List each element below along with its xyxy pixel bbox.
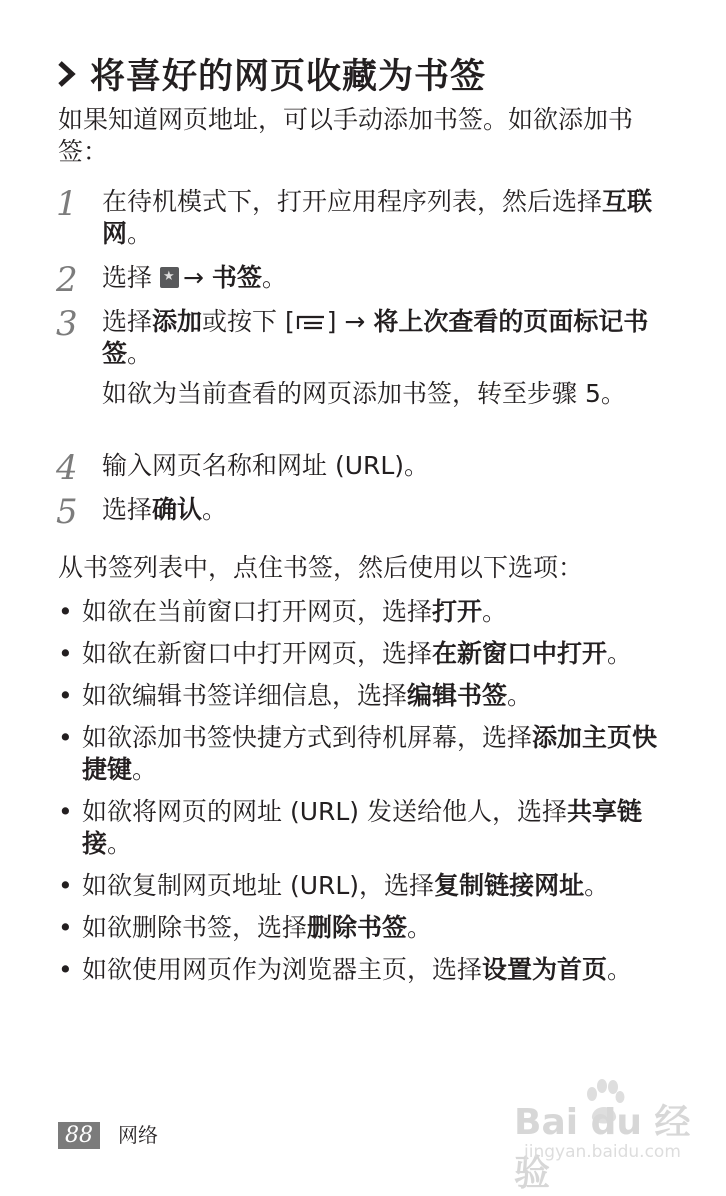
browser-bookmark-icon: [160, 267, 179, 288]
step-text-part: 或按下 [: [202, 307, 295, 336]
step-number: 3: [56, 304, 78, 344]
step-number: 4: [56, 448, 78, 488]
step-keyword: 将上次查看的页面标记书签: [102, 307, 649, 368]
step-text: 输入网页名称和网址 (URL)。: [102, 451, 430, 480]
list-item-keyword: 共享链接: [82, 797, 643, 858]
step-text-part: 在待机模式下，打开应用程序列表，然后选择: [102, 187, 603, 216]
page-number: 88: [58, 1122, 100, 1149]
list-item-text: 如欲编辑书签详细信息，选择: [82, 681, 408, 710]
list-item-keyword: 复制链接网址: [434, 871, 585, 900]
step-text: [102, 306, 682, 370]
step-keyword: 互联网: [102, 187, 653, 248]
page-title: 将喜好的网页收藏为书签: [90, 57, 487, 97]
section-label: 网络: [118, 1123, 158, 1147]
list-item-text: 如欲在新窗口中打开网页，选择: [82, 639, 433, 668]
step-text-part: 选择: [102, 495, 153, 524]
step-number: 1: [56, 184, 78, 224]
list-item-text: 如欲在当前窗口打开网页，选择: [82, 597, 433, 626]
bullet-marker: •: [58, 797, 73, 826]
step-keyword: 书签: [211, 263, 262, 292]
list-item: [58, 680, 678, 712]
list-item: [58, 954, 678, 986]
step-text-part: 选择: [102, 307, 153, 336]
bullet-marker: •: [58, 723, 73, 752]
list-item: [58, 870, 678, 902]
step-text-part: 。: [127, 219, 153, 248]
list-item-text: 。: [584, 871, 610, 900]
bullet-marker: •: [58, 681, 73, 710]
list-item-keyword: 在新窗口中打开: [432, 639, 608, 668]
intro-paragraph: 如果知道网页地址，可以手动添加书签。如欲添加书签：: [58, 105, 634, 166]
list-item-text: 如欲复制网页地址 (URL)，选择: [82, 871, 435, 900]
step-keyword: 添加: [152, 307, 203, 336]
step-text-part: 。: [202, 495, 228, 524]
step-text: [102, 494, 682, 526]
list-item: [58, 722, 678, 786]
list-item: [58, 912, 678, 944]
bullet-marker: •: [58, 871, 73, 900]
bullet-marker: •: [58, 597, 73, 626]
bullet-marker: •: [58, 639, 73, 668]
step-text-part: 。: [261, 263, 287, 292]
list-item: [58, 638, 678, 670]
list-item-text: 如欲使用网页作为浏览器主页，选择: [82, 955, 483, 984]
options-list: [58, 596, 678, 996]
list-item-keyword: 设置为首页: [482, 955, 608, 984]
chevron-right-icon: [56, 59, 78, 89]
list-item: [58, 796, 678, 860]
list-item-keyword: 打开: [432, 597, 483, 626]
step-text-part: →: [182, 263, 212, 292]
step-number: 2: [56, 260, 78, 300]
watermark-logo-text: Bai du 经验: [514, 1102, 691, 1194]
step-number: 5: [56, 492, 78, 532]
step-text: [102, 186, 682, 250]
list-item-text: 如欲添加书签快捷方式到待机屏幕，选择: [82, 723, 533, 752]
options-intro: 从书签列表中，点住书签，然后使用以下选项：: [58, 553, 584, 582]
list-item-text: 。: [132, 755, 158, 784]
list-item-text: 。: [407, 913, 433, 942]
section-heading: [56, 52, 696, 96]
step-3-note: 如欲为当前查看的网页添加书签，转至步骤 5。: [102, 379, 626, 408]
step-text-part: ] →: [326, 307, 374, 336]
watermark-url: jingyan.baidu.com: [524, 1142, 681, 1162]
watermark: [514, 1076, 704, 1194]
menu-key-icon: [295, 311, 327, 333]
list-item-text: 。: [107, 829, 133, 858]
list-item-text: 。: [607, 639, 633, 668]
bullet-marker: •: [58, 913, 73, 942]
step-text-part: 。: [127, 339, 153, 368]
list-item-text: 如欲删除书签，选择: [82, 913, 308, 942]
list-item-text: 。: [607, 955, 633, 984]
step-keyword: 确认: [152, 495, 203, 524]
list-item: [58, 596, 678, 628]
step-text: [102, 262, 682, 294]
list-item-text: 。: [482, 597, 508, 626]
bullet-marker: •: [58, 955, 73, 984]
list-item-text: 如欲将网页的网址 (URL) 发送给他人，选择: [82, 797, 567, 826]
list-item-keyword: 删除书签: [307, 913, 408, 942]
list-item-text: 。: [507, 681, 533, 710]
step-text-part: 选择: [102, 263, 160, 292]
list-item-keyword: 编辑书签: [407, 681, 508, 710]
list-item-keyword: 添加主页快捷键: [82, 723, 658, 784]
